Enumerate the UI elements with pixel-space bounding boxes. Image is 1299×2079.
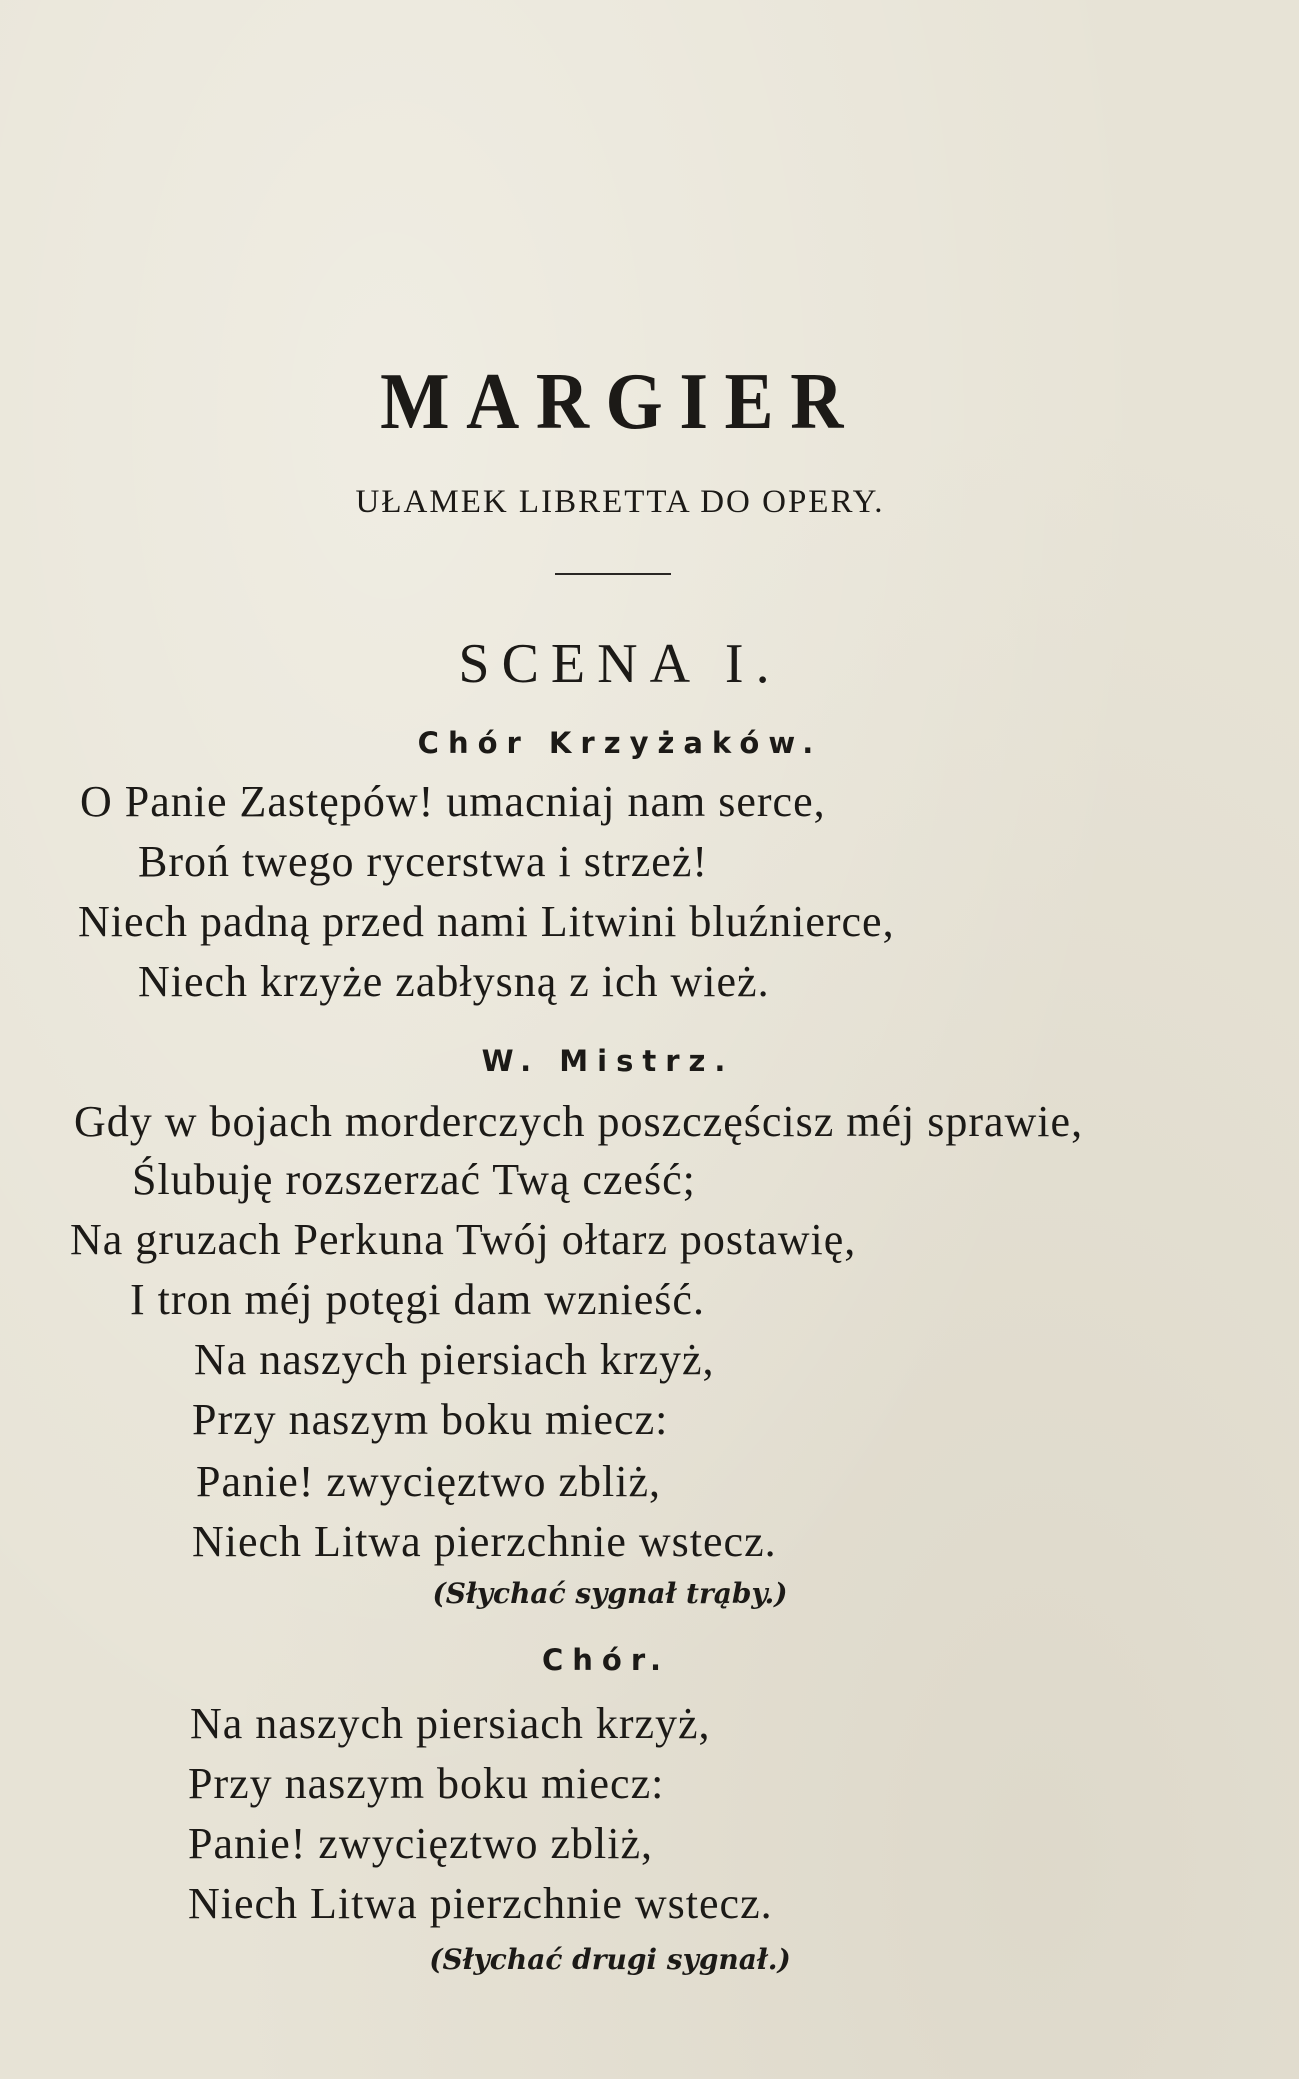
verse-line: O Panie Zastępów! umacniaj nam serce, [80, 777, 826, 826]
page-title: MARGIER [380, 358, 860, 446]
speaker-chor-krzyzakow: Chór Krzyżaków. [417, 726, 823, 760]
verse-line: Przy naszym boku miecz: [192, 1395, 669, 1444]
verse-line: Gdy w bojach morderczych poszczęścisz méj sprawie, [74, 1097, 1084, 1146]
verse-line: Na gruzach Perkuna Twój ołtarz postawię, [70, 1215, 857, 1264]
verse-line: Niech krzyże zabłysną z ich wież. [138, 957, 770, 1006]
stage-direction: (Słychać sygnał trąby.) [432, 1577, 788, 1610]
page-subtitle: UŁAMEK LIBRETTA DO OPERY. [355, 484, 885, 520]
verse-line: Niech padną przed nami Litwini bluźnierce, [78, 897, 895, 946]
verse-line: Na naszych piersiach krzyż, [190, 1699, 711, 1748]
verse-line: Panie! zwycięztwo zbliż, [196, 1457, 662, 1506]
speaker-chor: Chór. [541, 1643, 671, 1677]
stage-direction: (Słychać drugi sygnał.) [429, 1943, 791, 1976]
verse-line: Ślubuję rozszerzać Twą cześć; [132, 1155, 696, 1204]
verse-line: Niech Litwa pierzchnie wstecz. [188, 1879, 773, 1928]
speaker-w-mistrz: W. Mistrz. [481, 1044, 735, 1078]
title-divider [555, 573, 671, 575]
verse-line: Broń twego rycerstwa i strzeż! [138, 837, 709, 886]
verse-line: I tron méj potęgi dam wznieść. [130, 1275, 705, 1324]
scene-heading: SCENA I. [458, 633, 782, 695]
verse-line: Przy naszym boku miecz: [188, 1759, 665, 1808]
verse-line: Panie! zwycięztwo zbliż, [188, 1819, 654, 1868]
verse-line: Niech Litwa pierzchnie wstecz. [192, 1517, 777, 1566]
verse-line: Na naszych piersiach krzyż, [194, 1335, 715, 1384]
